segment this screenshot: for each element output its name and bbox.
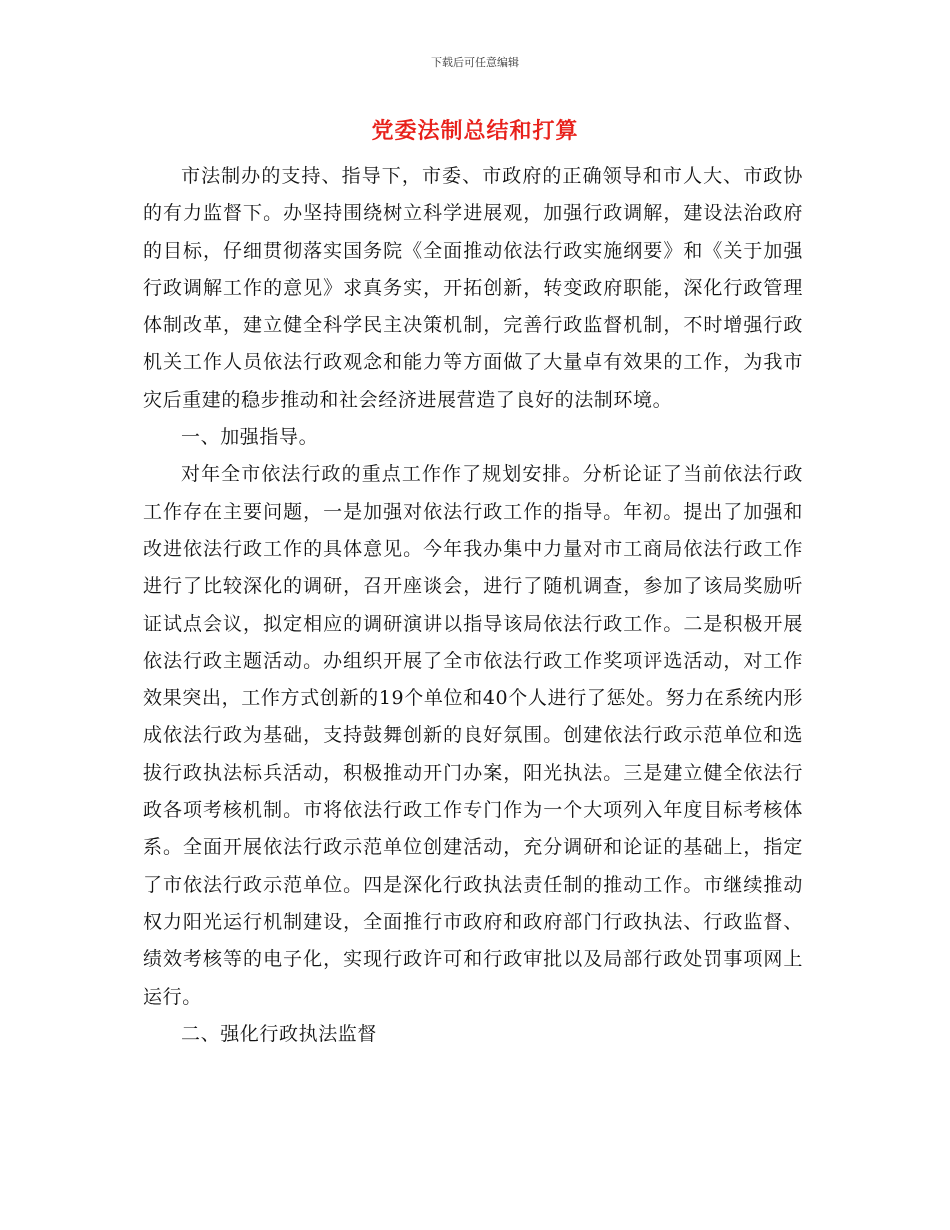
- document-title: 党委法制总结和打算: [371, 119, 579, 144]
- section-heading-1: 一、加强指导。: [181, 426, 319, 449]
- header-note: 下载后可任意编辑: [431, 56, 519, 69]
- document-body: [143, 158, 803, 1053]
- paragraph-intro: 市法制办的支持、指导下，市委、市政府的正确领导和市人大、市政协的有力监督下。办坚持围绕树立科学进展观，加强行政调解，建设法治政府的目标，仔细贯彻落实国务院《全面推动依法行政实施纲要》和《关于加强行政调解工作的意见》求真务实，开拓创新，转变政府职能，深化行政管理体制改革，建立健全科学民主决策机制，完善行政监督机制，不时增强行政机关工作人员依法行政观念和能力等方面做了大量卓有效果的工作，为我市灾后重建的稳步推动和社会经济进展营造了良好的法制环境。: [143, 165, 803, 411]
- section-heading-2: 二、强化行政执法监督: [181, 1022, 378, 1045]
- paragraph-section-1: 对年全市依法行政的重点工作作了规划安排。分析论证了当前依法行政工作存在主要问题，一是加强对依法行政工作的指导。年初。提出了加强和改进依法行政工作的具体意见。今年我办集中力量对市工商局依法行政工作进行了比较深化的调研，召开座谈会，进行了随机调查，参加了该局奖励听证试点会议，拟定相应的调研演讲以指导该局依法行政工作。二是积极开展依法行政主题活动。办组织开展了全市依法行政工作奖项评选活动，对工作效果突出，工作方式创新的19个单位和40个人进行了惩处。努力在系统内形成依法行政为基础，支持鼓舞创新的良好氛围。创建依法行政示范单位和选拔行政执法标兵活动，积极推动开门办案，阳光执法。三是建立健全依法行政各项考核机制。市将依法行政工作专门作为一个大项列入年度目标考核体系。全面开展依法行政示范单位创建活动，充分调研和论证的基础上，指定了市依法行政示范单位。四是深化行政执法责任制的推动工作。市继续推动权力阳光运行机制建设，全面推行市政府和政府部门行政执法、行政监督、绩效考核等的电子化，实现行政许可和行政审批以及局部行政处罚事项网上运行。: [143, 463, 803, 1008]
